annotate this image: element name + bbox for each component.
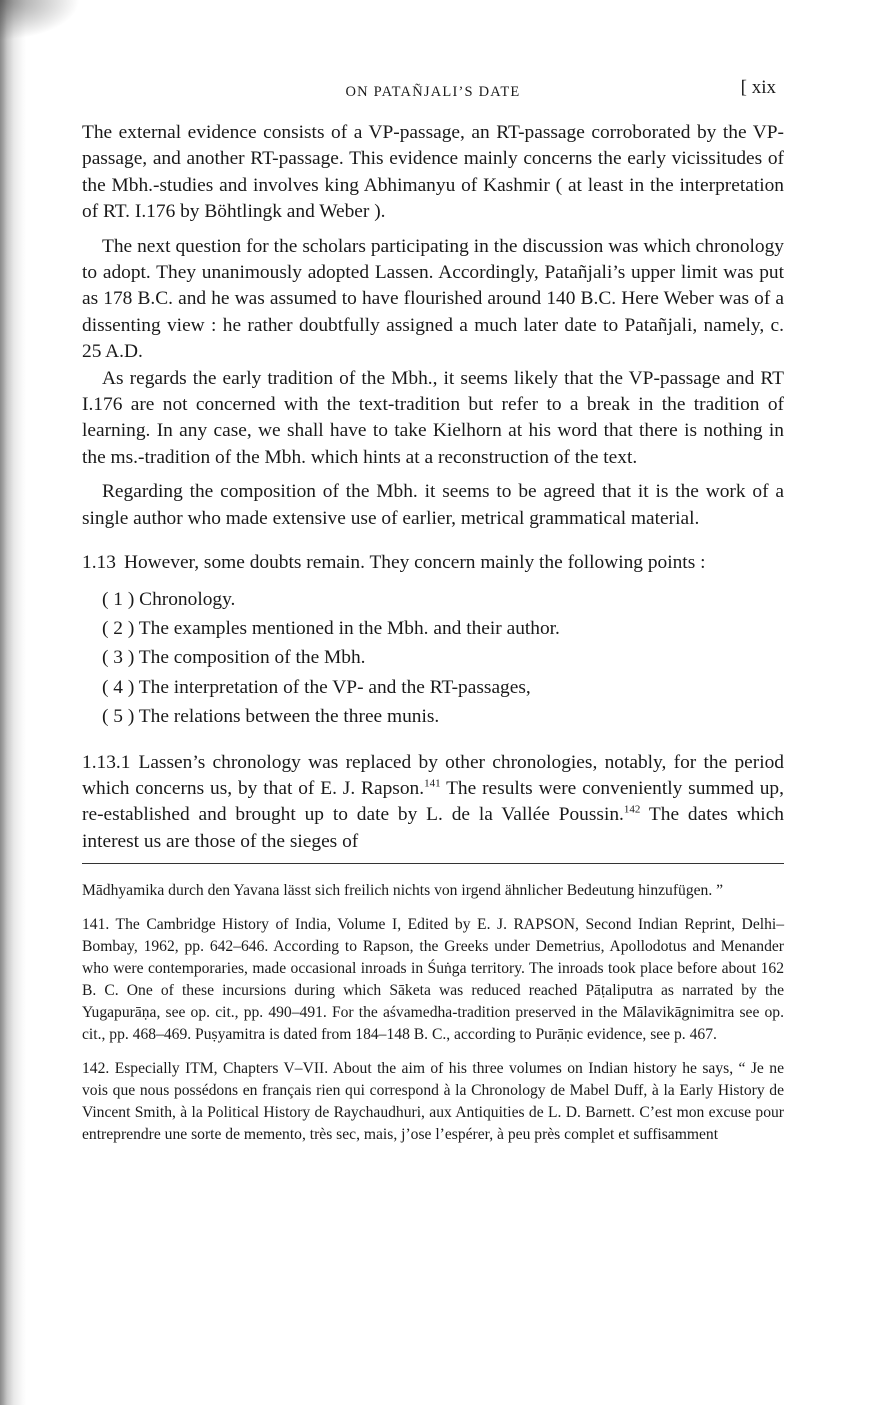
- running-head-title: ON PATAÑJALI’S DATE: [345, 84, 521, 100]
- paragraph-composition: Regarding the composition of the Mbh. it seems to be agreed that it is the work of a single author who made extensive use of earlier, metrical grammatical material.: [82, 481, 784, 529]
- footnote-continued: Mādhyamika durch den Yavana lässt sich freilich nichts von irgend ähnlicher Bedeutung hinzufügen. ”: [82, 882, 724, 900]
- list-item: ( 5 ) The relations between the three munis.: [102, 706, 440, 728]
- section-text-c: The dates which interest us are those of the sieges of: [82, 804, 784, 852]
- section-text-b: The results were conveniently summed up, re-established and brought up to date by L. de la Vallée Poussin.: [82, 777, 784, 826]
- book-page: [82, 72, 784, 1146]
- footnotes: [82, 872, 784, 1146]
- paragraph-early-tradition: As regards the early tradition of the Mbh., it seems likely that the VP-passage and RT I.176 are not concerned with the text-tradition but refer to a break in the tradition of learning. In any case, we shall have to take Kielhorn at his word that there is nothing in the ms.-tradition of the Mbh. which hints at a reconstruction of the text.: [82, 367, 784, 468]
- paragraph-external-evidence: The external evidence consists of a VP-passage, an RT-passage corroborated by the VP-passage, and another RT-passage. This evidence mainly concerns the early vicissitudes of the Mbh.-studies and involves king Abhimanyu of Kashmir ( at least in the interpretation of RT. I.176 by Böhtlingk and Weber ).: [82, 122, 784, 223]
- scan-shadow-corner: [0, 0, 80, 40]
- section-1-13-1: [82, 750, 784, 856]
- section-number: 1.13: [82, 552, 116, 574]
- list-item: ( 4 ) The interpretation of the VP- and the RT-passages,: [102, 676, 531, 698]
- page-number: [ xix: [740, 77, 776, 98]
- footnote-141: 141. The Cambridge History of India, Volume I, Edited by E. J. RAPSON, Second Indian Reprint, Delhi–Bombay, 1962, pp. 642–646. According to Rapson, the Greeks under Demetrius, Apollodotus and Menander who were contemporaries, made occasional inroads in Śuṅga territory. The inroads took place before about 162 B. C. One of these incursions during which Sāketa was reduced reached Pāṭaliputra as narrated by the Yugapurāṇa, see op. cit., pp. 490–491. For the aśvamedha-tradition preserved in the Mālavikāgnimitra see op. cit., pp. 468–469. Puṣyamitra is dated from 184–148 B. C., according to Purāṇic evidence, see p. 467.: [82, 916, 784, 1044]
- scan-shadow-edge: [0, 0, 26, 1405]
- paragraph-chronology-question: The next question for the scholars participating in the discussion was which chronology to adopt. They unanimously adopted Lassen. Accordingly, Patañjali’s upper limit was put as 178 B.C. and he was assumed to have flourished around 140 B.C. Here Weber was of a dissenting view : he rather doubtfully assigned a much later date to Patañjali, namely, c. 25 A.D.: [82, 235, 784, 363]
- doubts-list: [102, 585, 784, 732]
- section-number: 1.13.1: [82, 751, 131, 773]
- list-item: ( 3 ) The composition of the Mbh.: [102, 647, 366, 669]
- list-item: ( 2 ) The examples mentioned in the Mbh. and their author.: [102, 617, 560, 639]
- section-text: However, some doubts remain. They concern mainly the following points :: [123, 552, 706, 574]
- footnote-142: 142. Especially ITM, Chapters V–VII. About the aim of his three volumes on Indian history he says, “ Je ne vois que nous possédons en français rien qui correspond à la Chronology de Mabel Duff, à la Early History de Vincent Smith, à la Political History de Raychaudhuri, aux Antiquities de L. D. Barnett. C’est mon excuse pour entreprendre une sorte de memento, très sec, mais, j’ose l’espérer, à peu près complet et suffisamment: [82, 1060, 784, 1144]
- main-text: [82, 120, 784, 855]
- footnote-rule: [82, 863, 784, 864]
- footnote-ref-141: 141: [424, 777, 441, 790]
- section-text-a: Lassen’s chronology was replaced by other chronologies, notably, for the period which concerns us, by that of E. J. Rapson.: [82, 751, 784, 799]
- list-item: ( 1 ) Chronology.: [102, 588, 236, 610]
- section-1-13: [82, 550, 784, 576]
- running-head: [82, 72, 784, 112]
- footnote-ref-142: 142: [623, 803, 641, 816]
